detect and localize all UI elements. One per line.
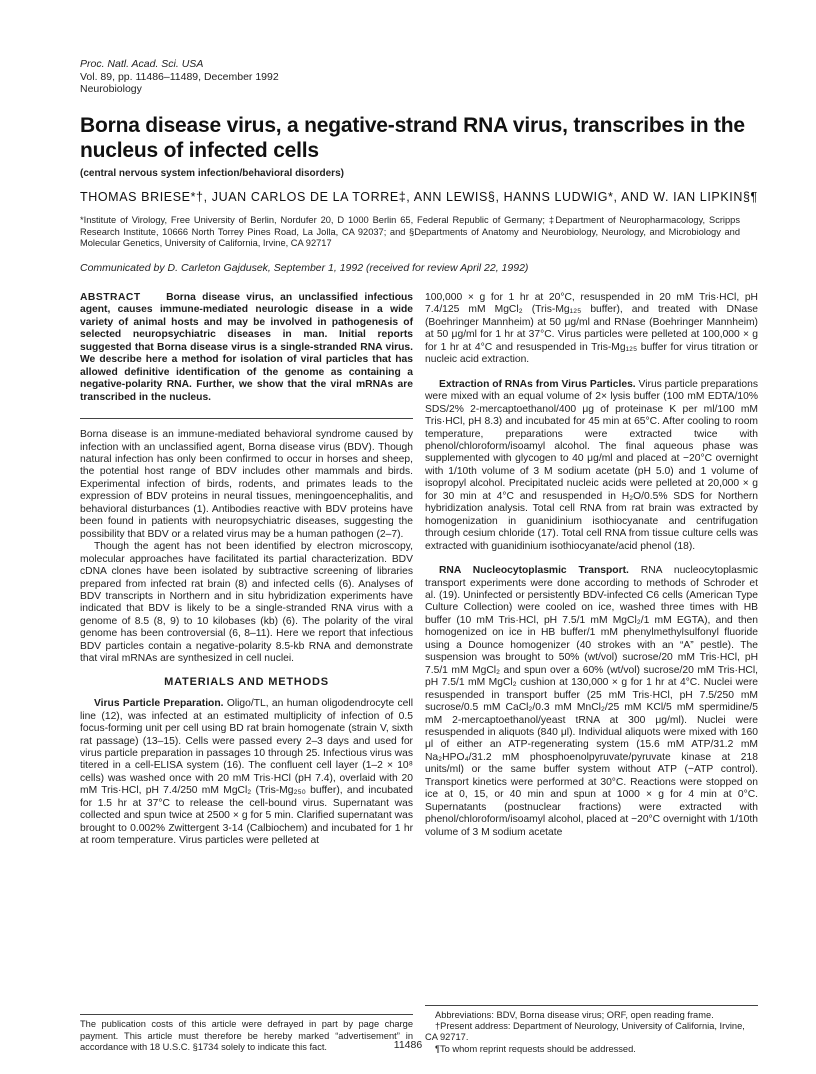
footnote-text: The publication costs of this article were defrayed in part by page charge payment. This article must therefore be hereby marked “advertisement” in accordance with 18 U.S.C. §1734 solely to indicate this fact. bbox=[80, 1014, 413, 1054]
footnote-abbreviations: Abbreviations: BDV, Borna disease virus; ORF, open reading frame. bbox=[425, 1005, 758, 1021]
page-number: 11486 bbox=[393, 1039, 423, 1051]
affiliations: *Institute of Virology, Free University of Berlin, Nordufer 20, D 1000 Berlin 65, Federal Republic of Germany; ‡Department of Neuropharmacology, Scripps Research Institute, 10666 North Torrey Pines Road, La Jolla, CA 92037; and §Departments of Anatomy and Neurobiology, Neurology, and Microbiology and Molecular Genetics, University of California, Irvine, CA 92717 bbox=[80, 215, 740, 248]
abstract-divider bbox=[80, 418, 413, 419]
intro-paragraph-1: Borna disease is an immune-mediated behavioral syndrome caused by infection with an unclassified agent, Borna disease virus (BDV). Though natural infection has only been confirmed to occur in horses and sheep, the potential host range of BDV includes other mammals and birds. Experimental infection of birds, rodents, and primates leads to the expression of BDV proteins in neural tissues, meningoencephalitis, and behavioral disturbances (1). Antibodies reactive with BDV proteins have been found in patients with neuropsychiatric diseases, suggesting the possibility that BDV or a related virus may be a human pathogen (2–7). bbox=[80, 429, 413, 540]
transport-text: RNA nucleocytoplasmic transport experiments were done according to methods of Schroder et al. (19). Uninfected or persistently BDV-infected C6 cells (American Type Culture Collection) were cooled on ice, washed three times with HB buffer (10 mM Tris·HCl, pH 7.5/1 mM MgCl₂/1 mM EGTA), and then homogenized on ice in HB buffer/1 mM phenylmethylsulfonyl fluoride using a Dounce homogenizer (40 strokes with an “A” pestle). The suspension was brought to 50% (wt/vol) sucrose/20 mM Tris·HCl, pH 7.5/1 mM MgCl₂ and spun over a 60% (wt/vol) sucrose/20 mM Tris·HCl, pH 7.5/1 mM MgCl₂ cushion at 130,000 × g for 1 hr at 4°C. Nuclei were resuspended in transport buffer (25 mM Tris·HCl, pH 7.5/250 mM sucrose/0.5 mM CaCl₂/0.3 mM MnCl₂/25 mM KCl/5 mM spermidine/5 mM 2-mercaptoethanol/yeast tRNA at 300 μg/ml). Nuclei were resuspended in aliquots (840 μl). Individual aliquots were mixed with 160 μl of either an ATP-regenerating system (15.6 mM ATP/31.2 mM Na₂HPO₄/31.2 mM phosphoenolpyruvate/pyruvate kinase at 218 units/ml) or the same buffer system without ATP (−ATP control). Transport kinetics were performed at 30°C. Reactions were stopped on ice at 0, 15, or 40 min and spun at 1000 × g for 4 min at 0°C. Supernatants (postnuclear fractions) were extracted with phenol/chloroform/isoamyl alcohol, placed at −20°C overnight with 1/10th volume of 3 M sodium acetate bbox=[425, 565, 758, 838]
left-column bbox=[80, 292, 413, 848]
virus-prep-heading: Virus Particle Preparation. bbox=[94, 698, 224, 710]
author-list: THOMAS BRIESE*†, JUAN CARLOS DE LA TORRE‡, ANN LEWIS§, HANNS LUDWIG*, AND W. IAN LIPKIN§¶ bbox=[80, 190, 758, 204]
virus-prep-paragraph bbox=[80, 698, 413, 847]
journal-section: Neurobiology bbox=[80, 83, 142, 95]
intro-paragraph-2: Though the agent has not been identified by electron microscopy, molecular approaches have facilitated its partial characterization. BDV cDNA clones have been isolated by subtractive screening of libraries prepared from infected rat brain (8) and infected cells (6). Analyses of BDV transcripts in Northern and in situ hybridization experiments have indicated that BDV is likely to be a single-stranded RNA virus with a genome of 8.5 (8, 9) to 10 kilobases (kb) (6). The polarity of the viral genome has been controversial (6, 8–11). Here we report that infectious BDV particles contain a negative-polarity 8.5-kb RNA and demonstrate that viral mRNAs are synthesized in cell nuclei. bbox=[80, 541, 413, 665]
transport-heading: RNA Nucleocytoplasmic Transport. bbox=[439, 565, 629, 577]
journal-volume: Vol. 89, pp. 11486–11489, December 1992 bbox=[80, 70, 279, 83]
right-column bbox=[425, 292, 758, 839]
extraction-text: Virus particle preparations were mixed with an equal volume of 2× lysis buffer (100 mM EDTA/10% SDS/2% 2-mercaptoethanol/400 μg of proteinase K per ml/100 mM Tris·HCl, pH 8.3) and incubated for 45 min at 65°C. After cooling to room temperature, preparations were extracted twice with phenol/chloroform/isoamyl alcohol. The final aqueous phase was supplemented with glycogen to 40 μg/ml and placed at −20°C overnight with 1/10th volume of 3 M sodium acetate (pH 5.0) and 1 volume of isopropyl alcohol. Precipitated nucleic acids were pelleted at 20,000 × g for 30 min at 4°C and resuspended in H₂O/0.5% SDS for Northern hybridization analysis. Total cell RNA from rat brain was extracted by homogenization in guanidinium isothiocyanate and centrifugation through cesium chloride (17). Total cell RNA from tissue culture cells was extracted with guanidinium isothiocyanate/acid phenol (18). bbox=[425, 378, 758, 552]
section-heading-methods: MATERIALS AND METHODS bbox=[164, 675, 329, 688]
extraction-paragraph bbox=[425, 379, 758, 553]
footnote-present-address: †Present address: Department of Neurology, University of California, Irvine, CA 92717. bbox=[425, 1021, 745, 1043]
abstract bbox=[80, 292, 413, 404]
transport-paragraph bbox=[425, 565, 758, 839]
extraction-heading: Extraction of RNAs from Virus Particles. bbox=[439, 378, 636, 390]
footnote-reprints: ¶To whom reprint requests should be addressed. bbox=[435, 1043, 636, 1054]
keywords: (central nervous system infection/behavioral disorders) bbox=[80, 168, 344, 179]
journal-name: Proc. Natl. Acad. Sci. USA bbox=[80, 58, 204, 70]
communicated-by: Communicated by D. Carleton Gajdusek, September 1, 1992 (received for review April 22, 1992) bbox=[80, 262, 529, 274]
abstract-text: Borna disease virus, an unclassified infectious agent, causes immune-mediated neurologic disease in a wide variety of animal hosts and may be involved in pathogenesis of selected neuropsychiatric diseases in man. Initial reports suggested that Borna disease virus is a single-stranded RNA virus. We describe here a method for isolation of viral particles that has allowed definitive identification of the genome as containing a negative-polarity RNA. Further, we show that the viral mRNAs are transcribed in the nucleus. bbox=[80, 292, 413, 403]
virus-prep-text: Oligo/TL, an human oligodendrocyte cell line (12), was infected at an estimated multiplicity of infection of 0.5 focus-forming unit per cell using BD rat brain homogenate (strain V, sixth rat passage) (13–15). Cells were passed every 2–3 days and used for virus particle preparation in passages 10 through 25. Infectious virus was titered in a cell-ELISA system (16). The confluent cell layer (1–2 × 10⁸ cells) was washed once with 20 mM Tris·HCl (pH 7.4), overlaid with 20 mM Tris·HCl, pH 7.4/250 mM MgCl₂ (Tris-Mg₂₅₀ buffer), and incubated for 1.5 hr at 37°C to release the cell-bound virus. Supernatant was collected and spun twice at 2500 × g for 5 min. Clarified supernatant was brought to 0.002% Zwittergent 3-14 (Calbiochem) and incubated for 1 hr at room temperature. Virus particles were pelleted at bbox=[80, 698, 413, 847]
article-title: Borna disease virus, a negative-strand RNA virus, transcribes in the nucleus of infected cells bbox=[80, 114, 745, 162]
continuation-paragraph: 100,000 × g for 1 hr at 20°C, resuspended in 20 mM Tris·HCl, pH 7.4/125 mM MgCl₂ (Tris-Mg₁₂₅ buffer), and treated with DNase (Boehringer Mannheim) at 50 μg/ml and RNase (Boehringer Mannheim) at 50 μg/ml for 1 hr at 37°C. Virus particles were pelleted at 100,000 × g for 1 hr at 4°C and resuspended in Tris-Mg₁₂₅ buffer for virus titration or nucleic acid extraction. bbox=[425, 292, 758, 366]
journal-header bbox=[80, 58, 279, 96]
abstract-label: ABSTRACT bbox=[80, 292, 141, 303]
